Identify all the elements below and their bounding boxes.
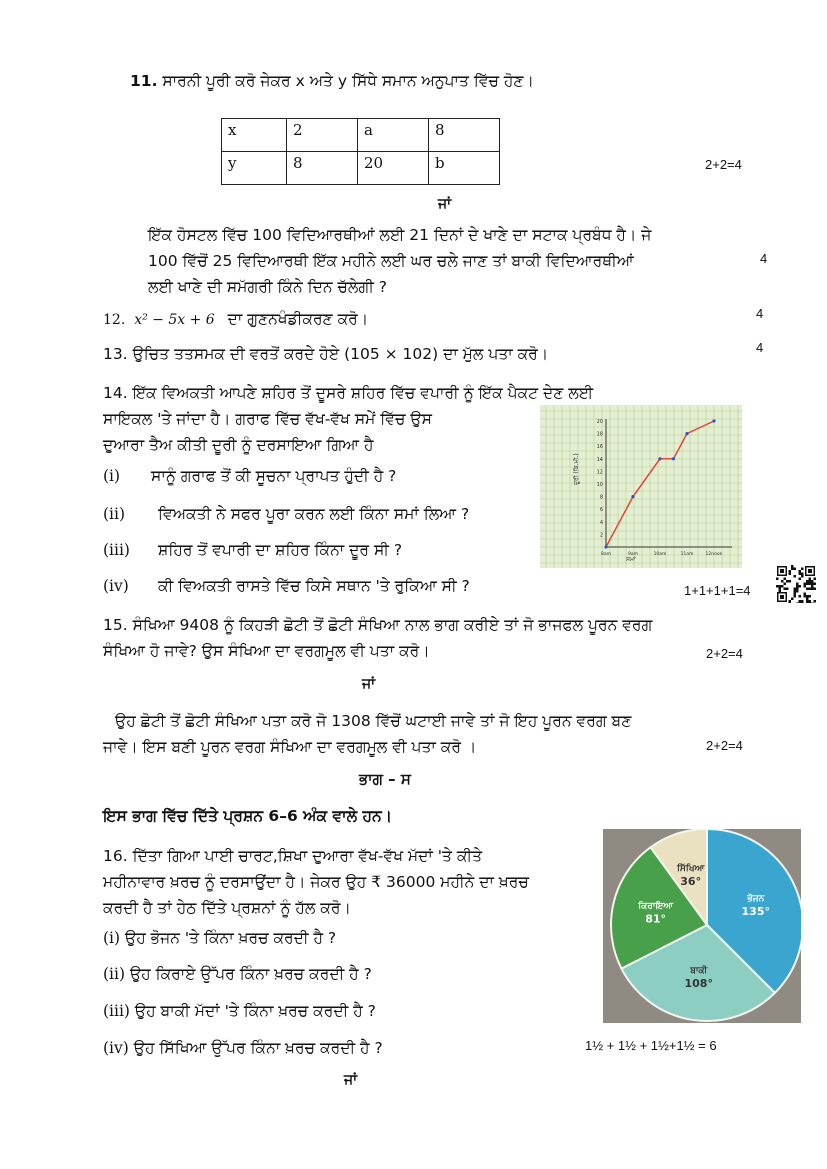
qr-module	[789, 600, 792, 603]
qr-module	[799, 578, 802, 581]
qr-module	[801, 575, 804, 578]
qr-module	[804, 583, 807, 586]
qr-module	[809, 580, 812, 583]
table-row	[222, 152, 500, 185]
qr-finder	[780, 595, 784, 599]
x-tick-label: 12noon	[705, 552, 723, 557]
qr-module	[809, 583, 812, 586]
or-label: ਜਾਂ	[438, 196, 452, 212]
qr-module	[799, 573, 802, 576]
qr-module	[811, 580, 814, 583]
q15-alternative: ਉਹ ਛੋਟੀ ਤੋਂ ਛੋਟੀ ਸੰਖਿਆ ਪਤਾ ਕਰੋ ਜੋ 1308 ਵਿੱਚੋਂ ਘਟਾਈ ਜਾਵੇ ਤਾਂ ਜੋ ਇਹ ਪੂਰਨ ਵਰਗ ਬਣ ਜਾਵੇ। ਇਸ ਬਣੀ ਪੂਰਨ ਵਰਗ ਸੰਖਿਆ ਦਾ ਵਰਗਮੂਲ ਵੀ ਪਤਾ ਕਰੋ ।	[103, 712, 632, 756]
qr-module	[794, 575, 797, 578]
qr-module	[809, 603, 812, 604]
qr-module	[806, 595, 809, 598]
q13-marks: 4	[756, 340, 764, 355]
pie-slice-label: ਸਿੱਖਿਆ	[677, 863, 705, 874]
qr-module	[786, 588, 789, 591]
y-tick-label: 10	[596, 482, 603, 488]
qr-code	[776, 565, 816, 603]
qr-module	[801, 603, 804, 604]
q12-stem: 12. x² − 5x + 6 ਦਾ ਗੁਣਨਖੰਡੀਕਰਣ ਕਰੋ।	[103, 310, 369, 328]
qr-module	[809, 595, 812, 598]
qr-module	[784, 583, 787, 586]
q11-table	[221, 118, 500, 185]
or-label: ਜਾਂ	[344, 1072, 358, 1088]
qr-module	[789, 570, 792, 573]
qr-module	[806, 583, 809, 586]
qr-module	[801, 600, 804, 603]
qr-module	[779, 585, 782, 588]
qr-module	[781, 585, 784, 588]
qr-module	[806, 603, 809, 604]
qr-module	[789, 573, 792, 576]
q12-expression: x² − 5x + 6	[134, 312, 215, 328]
q16-part: (iii) ਉਹ ਬਾਕੀ ਮੱਦਾਂ 'ਤੇ ਕਿੰਨਾ ਖ਼ਰਚ ਕਰਦੀ ਹੈ ?	[103, 1002, 376, 1020]
table-row	[222, 119, 500, 152]
qr-module	[789, 580, 792, 583]
qr-module	[801, 568, 804, 571]
qr-module	[796, 585, 799, 588]
q16-part: (i) ਉਹ ਭੋਜਨ 'ਤੇ ਕਿੰਨਾ ਖ਼ਰਚ ਕਰਦੀ ਹੈ ?	[103, 929, 337, 947]
qr-module	[799, 585, 802, 588]
y-tick-label: 4	[599, 519, 603, 526]
q15-marks: 2+2=4	[706, 646, 743, 661]
table-cell: 20	[358, 152, 429, 185]
qr-module	[791, 568, 794, 571]
pie-slice-value: 81°	[645, 912, 667, 926]
qr-module	[811, 585, 814, 588]
q14-part: (i) ਸਾਨੂੰ ਗਰਾਫ ਤੋਂ ਕੀ ਸੂਚਨਾ ਪ੍ਰਾਪਤ ਹੁੰਦੀ ਹੈ ?	[103, 467, 397, 485]
pie-slice-value: 135°	[741, 904, 771, 918]
qr-finder	[780, 569, 784, 573]
qr-module	[796, 590, 799, 593]
data-point	[658, 457, 661, 460]
data-point	[631, 495, 634, 498]
qr-module	[811, 583, 814, 586]
qr-module	[779, 588, 782, 591]
y-tick-label: 8	[599, 494, 603, 501]
q15-alt-marks: 2+2=4	[706, 738, 743, 753]
data-point	[712, 419, 715, 422]
q11-stem: 11. ਸਾਰਨੀ ਪੂਰੀ ਕਰੋ ਜੇਕਰ x ਅਤੇ y ਸਿੱਧੇ ਸਮਾਨ ਅਨੁਪਾਤ ਵਿੱਚ ਹੋਣ।	[130, 72, 534, 90]
pie-slice-value: 108°	[684, 977, 713, 991]
qr-module	[806, 600, 809, 603]
table-cell: a	[358, 119, 429, 152]
q14-part: (ii) ਵਿਅਕਤੀ ਨੇ ਸਫਰ ਪੂਰਾ ਕਰਨ ਲਈ ਕਿੰਨਾ ਸਮਾਂ ਲਿਆ ?	[103, 505, 470, 523]
table-cell: b	[429, 152, 500, 185]
x-tick-label: 8am	[600, 552, 612, 557]
qr-module	[794, 595, 797, 598]
qr-module	[796, 588, 799, 591]
q16-part: (iv) ਉਹ ਸਿੱਖਿਆ ਉੱਪਰ ਕਿੰਨਾ ਖ਼ਰਚ ਕਰਦੀ ਹੈ ?	[103, 1039, 383, 1057]
x-tick-label: 10am	[653, 552, 667, 557]
qr-module	[784, 578, 787, 581]
data-point	[672, 457, 675, 460]
qr-module	[779, 590, 782, 593]
qr-module	[794, 590, 797, 593]
qr-module	[806, 588, 809, 591]
qr-module	[786, 580, 789, 583]
q16-stem: 16. ਦਿੱਤਾ ਗਿਆ ਪਾਈ ਚਾਰਟ,ਸ਼ਿਖਾ ਦੁਆਰਾ ਵੱਖ-ਵੱਖ ਮੱਦਾਂ 'ਤੇ ਕੀਤੇ ਮਹੀਨਾਵਾਰ ਖ਼ਰਚ ਨੂੰ ਦਰਸਾਉਂਦਾ ਹੈ। ਜੇਕਰ ਉਹ ₹ 36000 ਮਹੀਨੇ ਦਾ ਖ਼ਰਚ ਕਰਦੀ ਹੈ ਤਾਂ ਹੇਠ ਦਿੱਤੇ ਪ੍ਰਸ਼ਨਾਂ ਨੂੰ ਹੱਲ ਕਰੋ।	[103, 847, 529, 917]
qr-module	[796, 583, 799, 586]
table-cell: 8	[429, 119, 500, 152]
qr-module	[794, 568, 797, 571]
y-tick-label: 12	[596, 469, 603, 476]
q13-stem: 13. ਉਚਿਤ ਤਤਸਮਕ ਦੀ ਵਰਤੋਂ ਕਰਦੇ ਹੋਏ (105 × 102) ਦਾ ਮੁੱਲ ਪਤਾ ਕਰੋ।	[103, 345, 549, 363]
qr-module	[781, 580, 784, 583]
y-tick-label: 18	[596, 431, 603, 438]
qr-module	[799, 603, 802, 604]
section-note: ਇਸ ਭਾਗ ਵਿੱਚ ਦਿੱਤੇ ਪ੍ਰਸ਼ਨ 6–6 ਅੰਕ ਵਾਲੇ ਹਨ।	[103, 807, 393, 825]
qr-module	[814, 588, 817, 591]
x-tick-label: 9am	[627, 552, 639, 557]
qr-module	[814, 578, 817, 581]
q14-marks: 1+1+1+1=4	[684, 583, 751, 598]
qr-module	[799, 600, 802, 603]
qr-module	[801, 573, 804, 576]
x-tick-label: 11am	[680, 552, 694, 557]
qr-module	[794, 593, 797, 596]
qr-module	[791, 565, 794, 568]
y-tick-label: 6	[599, 507, 603, 514]
qr-module	[809, 600, 812, 603]
q11-marks: 2+2=4	[705, 157, 742, 172]
table-cell: x	[222, 119, 287, 152]
qr-module	[776, 578, 779, 581]
pie-slice-label: ਭੋਜਨ	[747, 893, 765, 904]
q16-marks: 1½ + 1½ + 1½+1½ = 6	[585, 1038, 717, 1053]
qr-module	[796, 603, 799, 604]
q12-marks: 4	[756, 306, 764, 321]
qr-module	[804, 595, 807, 598]
qr-module	[804, 593, 807, 596]
qr-module	[789, 603, 792, 604]
expense-pie-chart	[603, 829, 801, 1023]
qr-module	[806, 580, 809, 583]
q11-alt-marks: 4	[760, 251, 768, 266]
data-point	[685, 432, 688, 435]
qr-module	[809, 578, 812, 581]
table-cell: y	[222, 152, 287, 185]
y-tick-label: 14	[596, 456, 603, 463]
qr-module	[804, 585, 807, 588]
y-tick-label: 2	[599, 532, 603, 539]
qr-module	[776, 585, 779, 588]
q14-part: (iii) ਸ਼ਹਿਰ ਤੋਂ ਵਪਾਰੀ ਦਾ ਸ਼ਹਿਰ ਕਿੰਨਾ ਦੂਰ ਸੀ ?	[103, 541, 403, 559]
qr-module	[806, 598, 809, 601]
qr-module	[791, 598, 794, 601]
y-tick-label: 16	[596, 444, 603, 451]
qr-module	[814, 600, 817, 603]
table-cell: 2	[287, 119, 358, 152]
q14-part: (iv) ਕੀ ਵਿਅਕਤੀ ਰਾਸਤੇ ਵਿੱਚ ਕਿਸੇ ਸਥਾਨ 'ਤੇ ਰੁਕਿਆ ਸੀ ?	[103, 577, 470, 595]
qr-module	[799, 595, 802, 598]
graph-x-label: ਸਮਾਂ	[626, 556, 636, 563]
q16-part: (ii) ਉਹ ਕਿਰਾਏ ਉੱਪਰ ਕਿੰਨਾ ਖ਼ਰਚ ਕਰਦੀ ਹੈ ?	[103, 965, 372, 983]
q15-stem: 15. ਸੰਖਿਆ 9408 ਨੂੰ ਕਿਹੜੀ ਛੋਟੀ ਤੋਂ ਛੋਟੀ ਸੰਖਿਆ ਨਾਲ ਭਾਗ ਕਰੀਏ ਤਾਂ ਜੋ ਭਾਜਫਲ ਪੂਰਨ ਵਰਗ ਸੰਖਿਆ ਹੋ ਜਾਵੇ? ਉਸ ਸੰਖਿਆ ਦਾ ਵਰਗਮੂਲ ਵੀ ਪਤਾ ਕਰੋ।	[103, 616, 653, 660]
qr-module	[784, 588, 787, 591]
qr-module	[794, 588, 797, 591]
qr-finder	[808, 569, 812, 573]
distance-time-graph	[540, 405, 742, 568]
graph-y-label: ਦੂਰੀ (ਕਿ.ਮੀ.)	[573, 453, 580, 485]
qr-module	[799, 570, 802, 573]
table-cell: 8	[287, 152, 358, 185]
y-tick-label: 20	[596, 419, 603, 425]
pie-slice-label: ਬਾਕੀ	[690, 966, 708, 977]
pie-slice-value: 36°	[680, 874, 702, 888]
or-label: ਜਾਂ	[362, 676, 376, 692]
qr-module	[814, 583, 817, 586]
qr-module	[811, 588, 814, 591]
data-point	[604, 545, 607, 548]
section-title: ਭਾਗ – ਸ	[359, 770, 411, 788]
qr-module	[809, 588, 812, 591]
qr-module	[811, 603, 814, 604]
pie-slice-label: ਕਿਰਾਇਆ	[638, 901, 674, 912]
q11-alternative: ਇੱਕ ਹੋਸਟਲ ਵਿੱਚ 100 ਵਿਦਿਆਰਥੀਆਂ ਲਈ 21 ਦਿਨਾਂ ਦੇ ਖਾਣੇ ਦਾ ਸਟਾਕ ਪ੍ਰਬੰਧ ਹੈ। ਜੇ 100 ਵਿੱਚੋਂ 25 ਵਿਦਿਆਰਥੀ ਇੱਕ ਮਹੀਨੇ ਲਈ ਘਰ ਚਲੇ ਜਾਣ ਤਾਂ ਬਾਕੀ ਵਿਦਿਆਰਥੀਆਂ ਲਈ ਖਾਣੇ ਦੀ ਸਮੱਗਰੀ ਕਿੰਨੇ ਦਿਨ ਚੱਲੇਗੀ ?	[148, 226, 652, 296]
q14-stem: 14. ਇੱਕ ਵਿਅਕਤੀ ਆਪਣੇ ਸ਼ਹਿਰ ਤੋਂ ਦੂਸਰੇ ਸ਼ਹਿਰ ਵਿੱਚ ਵਪਾਰੀ ਨੂੰ ਇੱਕ ਪੈਕਟ ਦੇਣ ਲਈ ਸਾਇਕਲ 'ਤੇ ਜਾਂਦਾ ਹੈ। ਗਰਾਫ ਵਿੱਚ ਵੱਖ-ਵੱਖ ਸਮੇਂ ਵਿੱਚ ਉਸ ਦੁਆਰਾ ਤੈਅ ਕੀਤੀ ਦੂਰੀ ਨੂੰ ਦਰਸਾਇਆ ਗਿਆ ਹੈ	[103, 384, 594, 454]
